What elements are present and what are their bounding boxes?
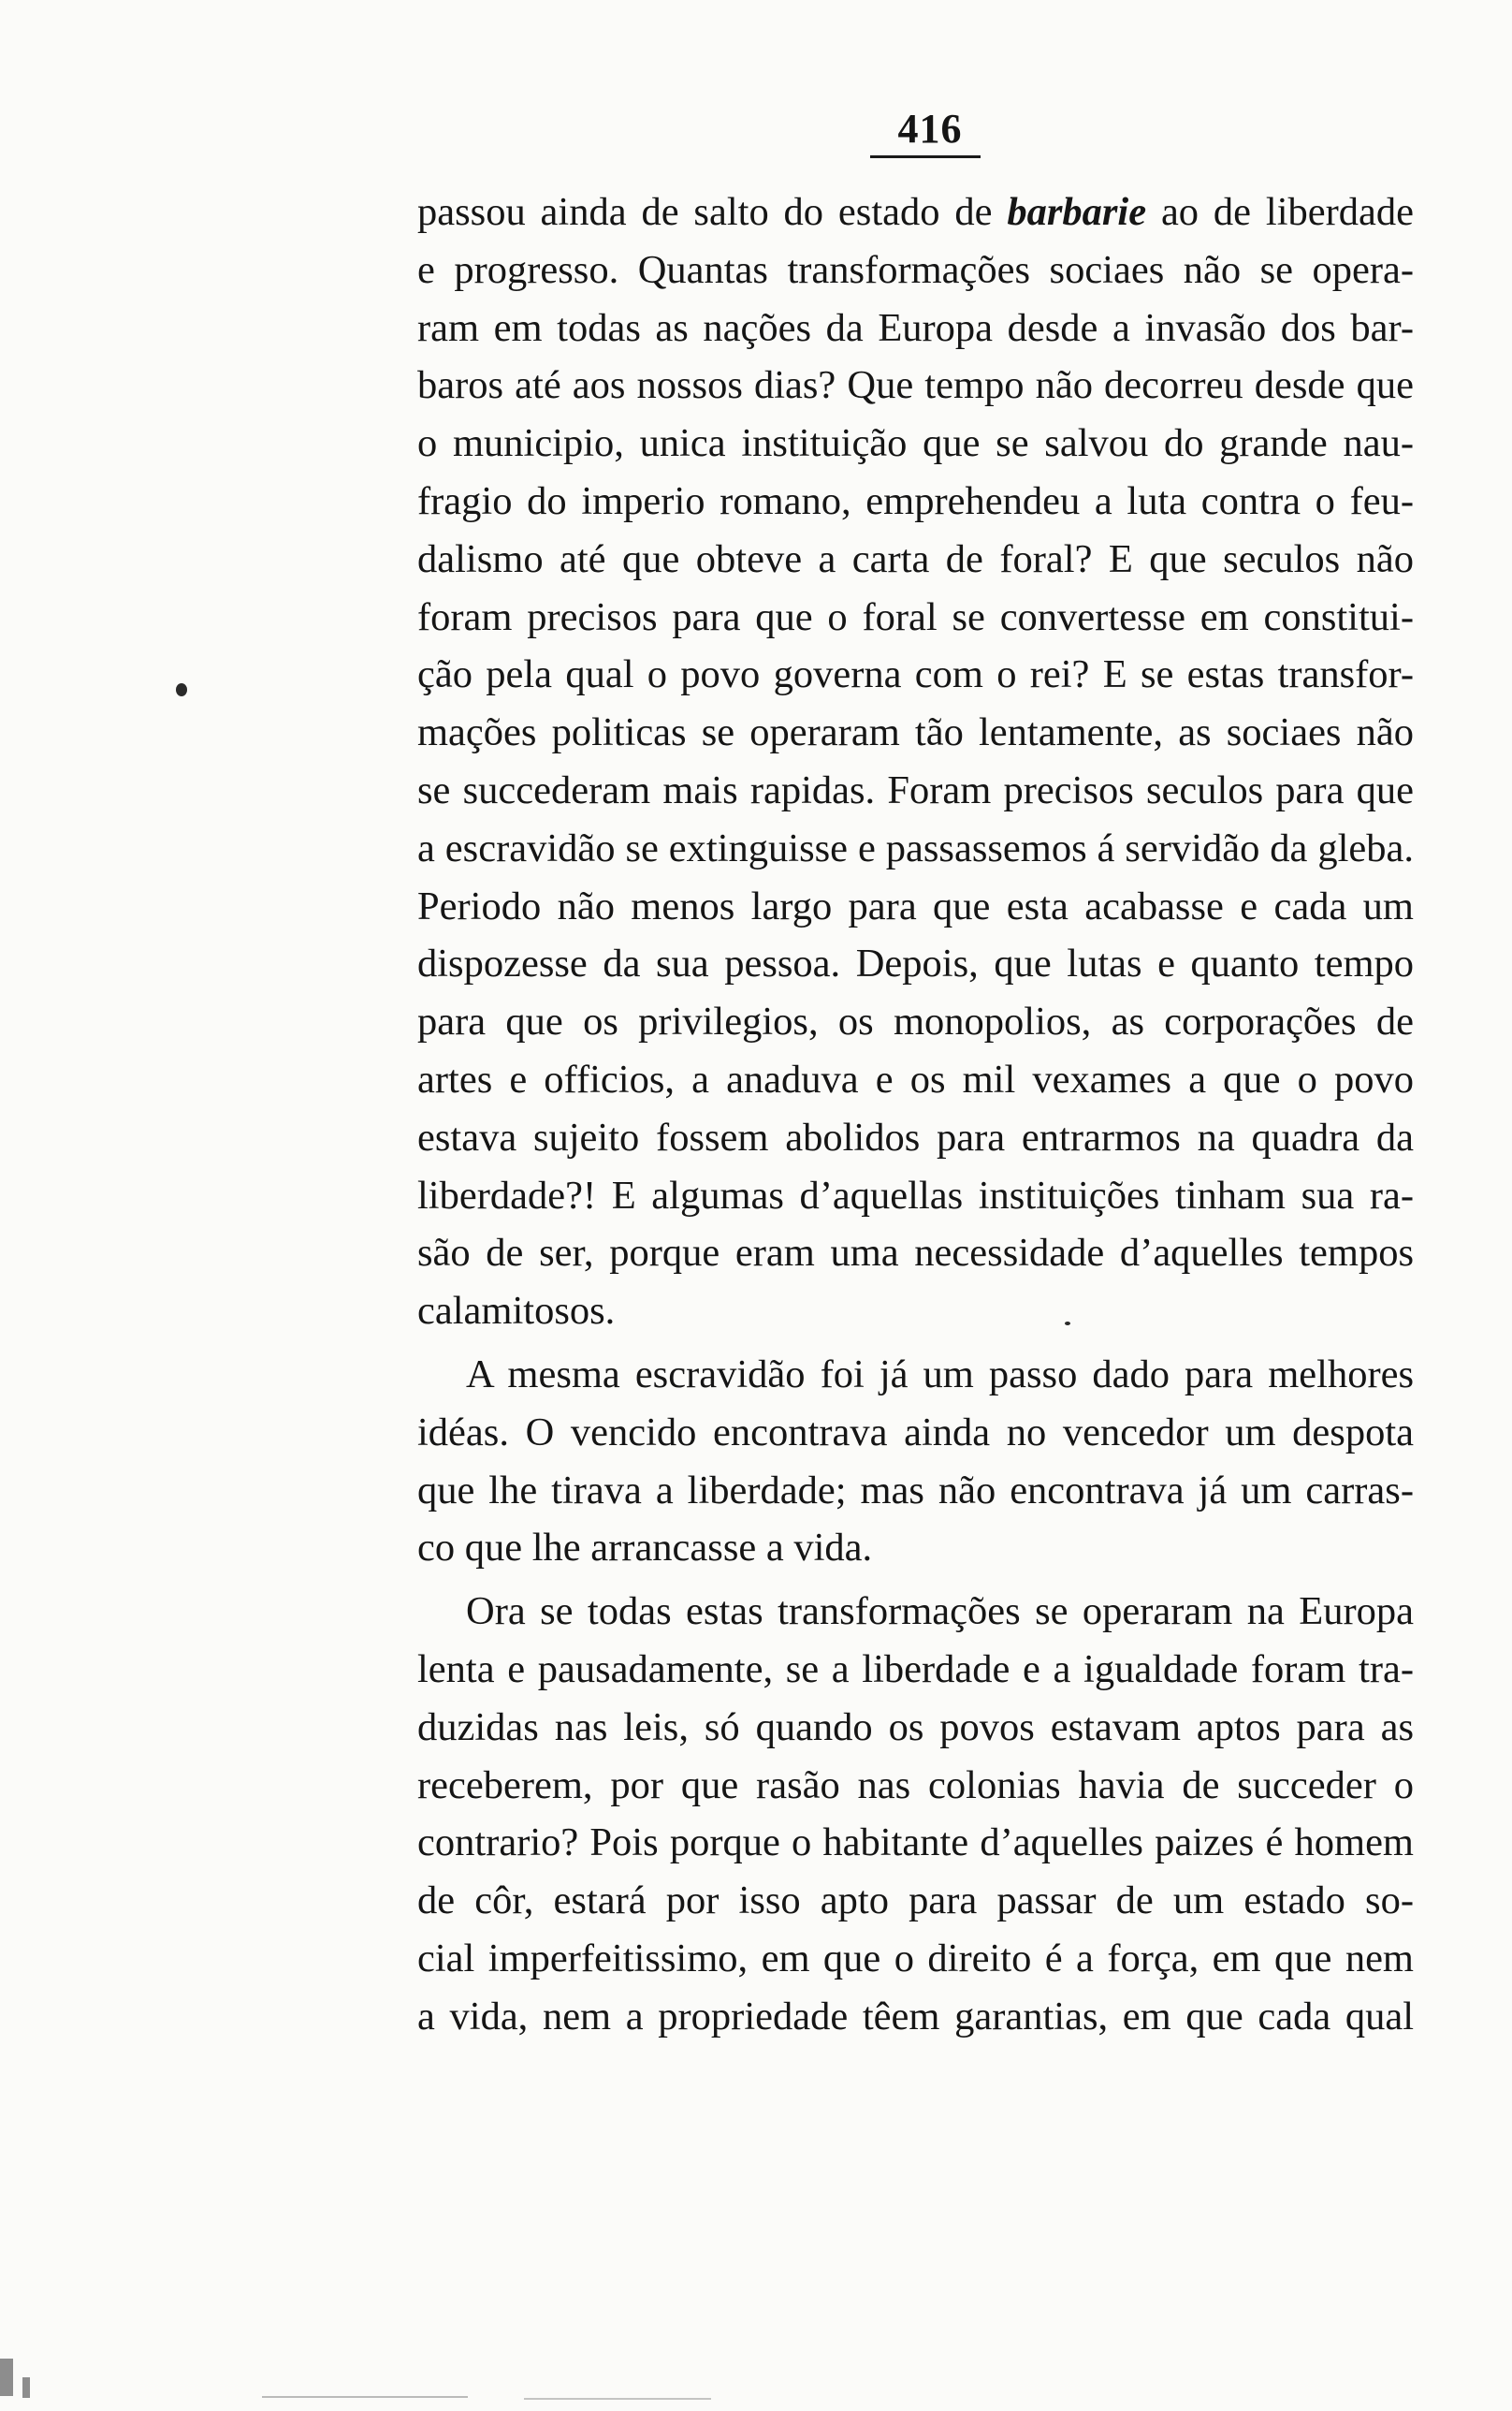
text-line: A mesma escravidão foi já um passo dado para melhores	[466, 1352, 1414, 1396]
paragraph	[417, 1583, 1414, 2045]
scan-edge-mark	[0, 2359, 13, 2396]
text-line: lenta e pausadamente, se a liberdade e a igualdade foram tra-	[417, 1646, 1414, 1691]
text-line: e progresso. Quantas transformações sociaes não se opera-	[417, 247, 1414, 292]
paragraph	[417, 183, 1414, 1340]
text-line: dalismo até que obteve a carta de foral? E que seculos não	[417, 536, 1414, 581]
text-line: o municipio, unica instituição que se salvou do grande nau-	[417, 421, 1414, 466]
page-number: 416	[897, 106, 963, 152]
text-line: cial imperfeitissimo, em que o direito é a força, em que nem	[417, 1936, 1414, 1980]
text-line: mações politicas se operaram tão lentamente, as sociaes não	[417, 710, 1414, 755]
text-line: que lhe tirava a liberdade; mas não encontrava já um carras-	[417, 1468, 1414, 1512]
text-line: ção pela qual o povo governa com o rei? E se estas transfor-	[417, 652, 1414, 697]
text-line: contrario? Pois porque o habitante d’aquelles paizes é homem	[417, 1820, 1414, 1865]
text-line: fragio do imperio romano, emprehendeu a luta contra o feu-	[417, 478, 1414, 523]
paragraph	[417, 1346, 1414, 1577]
scan-edge-mark	[262, 2396, 468, 2398]
text-line: artes e officios, a anaduva e os mil vexames a que o povo	[417, 1057, 1414, 1102]
text-line: passou ainda de salto do estado de barbarie ao de liberdade	[417, 190, 1414, 234]
text-line: Ora se todas estas transformações se operaram na Europa	[466, 1589, 1414, 1634]
page-number-rule	[870, 155, 981, 158]
text-line: para que os privilegios, os monopolios, as corporações de	[417, 1000, 1414, 1045]
text-line: receberem, por que rasão nas colonias havia de succeder o	[417, 1762, 1414, 1807]
text-line: se succederam mais rapidas. Foram precisos seculos para que	[417, 767, 1414, 812]
text-line: Periodo não menos largo para que esta acabasse e cada um	[417, 884, 1414, 928]
ink-speck	[176, 683, 187, 696]
ink-speck	[1065, 1322, 1070, 1325]
text-line: foram precisos para que o foral se convertesse em constitui-	[417, 594, 1414, 639]
text-line: a escravidão se extinguisse e passassemos á servidão da gleba.	[417, 826, 1414, 870]
text-line: idéas. O vencido encontrava ainda no vencedor um despota	[417, 1410, 1414, 1454]
text-line: estava sujeito fossem abolidos para entrarmos na quadra da	[417, 1115, 1414, 1160]
text-line: de côr, estará por isso apto para passar de um estado so-	[417, 1878, 1414, 1923]
scan-edge-mark	[524, 2398, 711, 2400]
scan-edge-mark	[22, 2377, 30, 2398]
text-line: co que lhe arrancasse a vida.	[417, 1526, 873, 1571]
text-line: ram em todas as nações da Europa desde a invasão dos bar-	[417, 305, 1414, 350]
body-text	[417, 183, 1414, 2046]
text-line: baros até aos nossos dias? Que tempo não decorreu desde que	[417, 363, 1414, 408]
italic-word: barbarie	[1007, 190, 1147, 234]
text-line: liberdade?! E algumas d’aquellas instituições tinham sua ra-	[417, 1173, 1414, 1218]
text-line: a vida, nem a propriedade têem garantias, em que cada qual	[417, 1994, 1414, 2038]
text-line: calamitosos.	[417, 1289, 616, 1334]
text-line: dispozesse da sua pessoa. Depois, que lutas e quanto tempo	[417, 942, 1414, 986]
text-line: duzidas nas leis, só quando os povos estavam aptos para as	[417, 1704, 1414, 1749]
text-line: são de ser, porque eram uma necessidade d’aquelles tempos	[417, 1231, 1414, 1276]
